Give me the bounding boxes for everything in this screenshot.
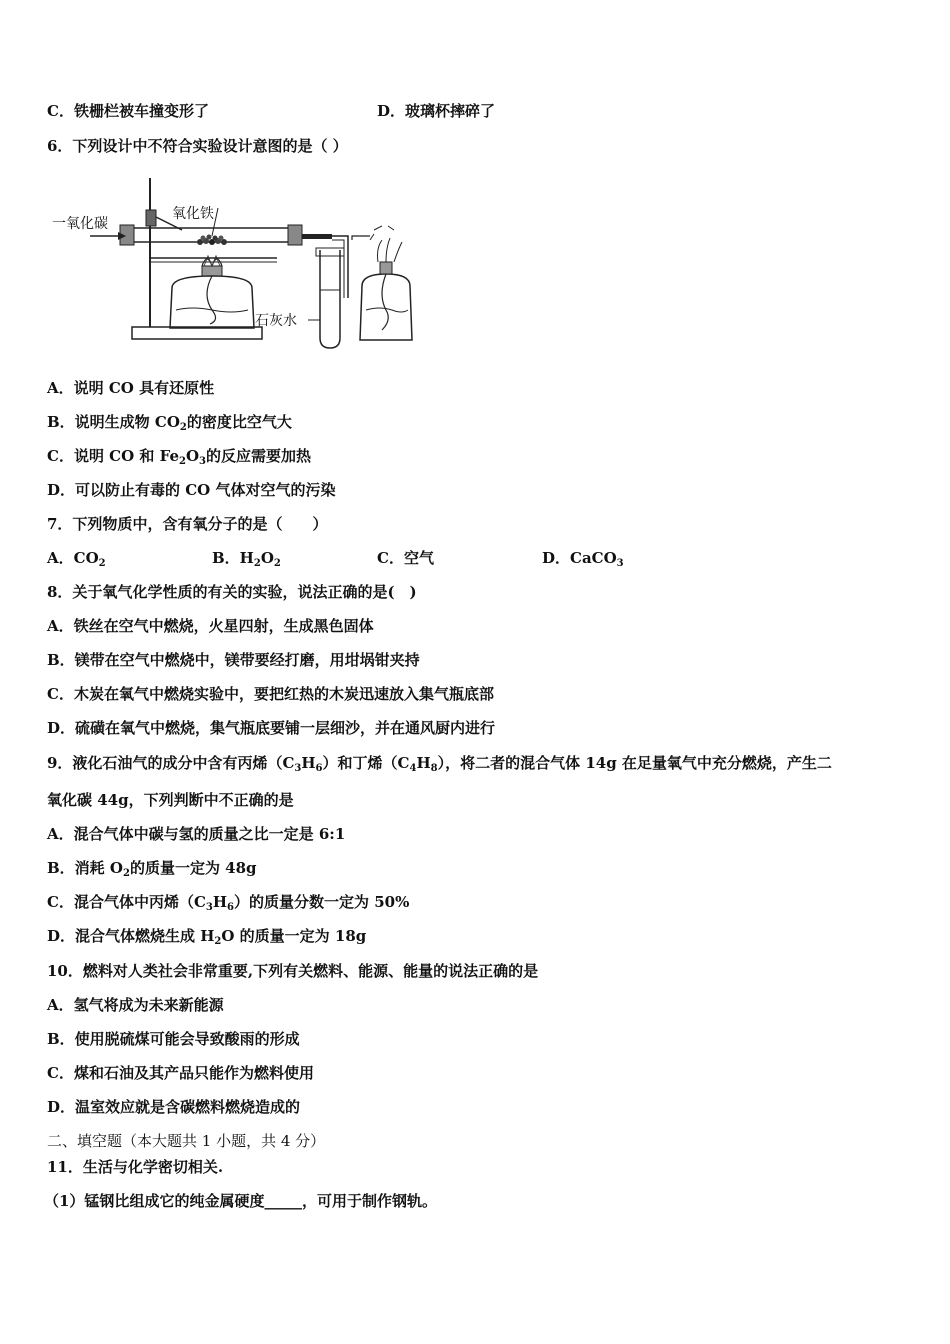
q7-option-d: D．CaCO$_3$ xyxy=(542,549,624,569)
q6-option-a: A．说明 CO 具有还原性 xyxy=(47,379,215,397)
q5-option-d: D．玻璃杯摔碎了 xyxy=(377,102,496,120)
label-carbon-monoxide: 一氧化碳 xyxy=(52,216,108,232)
q9-option-a: A．混合气体中碳与氢的质量之比一定是 6:1 xyxy=(47,825,346,843)
q6-stem: 6．下列设计中不符合实验设计意图的是（ ） xyxy=(47,137,348,155)
q9-option-d: D．混合气体燃烧生成 $H_2O$ 的质量一定为 18g xyxy=(47,927,367,947)
test-tube xyxy=(320,250,340,348)
q5-option-c: C．铁栅栏被车撞变形了 xyxy=(47,102,209,120)
q9-option-b: B．消耗 $O_2$的质量一定为 48g xyxy=(47,859,257,879)
q7-option-c: C．空气 xyxy=(377,549,434,567)
q7-option-a: A．$CO_2$ xyxy=(47,549,106,569)
q10-option-a: A．氢气将成为未来新能源 xyxy=(47,996,224,1014)
label-iron-oxide: 氧化铁 xyxy=(172,206,214,222)
q9-stem-line1: 9．液化石油气的成分中含有丙烯$(C_3H_6)$和丁烯$(C_4H_8)$，将二者的混合气体 14g 在足量氧气中充分燃烧，产生二 xyxy=(47,754,832,774)
q7-stem: 7．下列物质中，含有氧分子的是（ ） xyxy=(47,515,328,533)
q9-option-c: C．混合气体中丙烯$(C_3H_6)$的质量分数一定为 50% xyxy=(47,893,410,913)
q6-apparatus-figure xyxy=(52,170,422,355)
q10-option-d: D．温室效应就是含碳燃料燃烧造成的 xyxy=(47,1098,301,1116)
q11-sub-question-1: （1）锰钢比组成它的纯金属硬度_____，可用于制作钢轨。 xyxy=(44,1192,437,1210)
q7-option-b: B．$H_2O_2$ xyxy=(212,549,281,569)
q11-stem: 11．生活与化学密切相关. xyxy=(47,1158,224,1176)
q6-option-c: C．说明 CO 和 $Fe_2O_3$的反应需要加热 xyxy=(47,447,312,467)
q8-option-a: A．铁丝在空气中燃烧，火星四射，生成黑色固体 xyxy=(47,617,374,635)
stopper-right xyxy=(288,225,302,245)
q6-option-d: D．可以防止有毒的 CO 气体对空气的污染 xyxy=(47,481,336,499)
q6-option-b: B．说明生成物 $CO_2$的密度比空气大 xyxy=(47,413,292,433)
q8-option-c: C．木炭在氧气中燃烧实验中，要把红热的木炭迅速放入集气瓶底部 xyxy=(47,685,494,703)
q8-option-d: D．硫磺在氧气中燃烧，集气瓶底要铺一层细沙，并在通风厨内进行 xyxy=(47,719,496,737)
q10-stem: 10．燃料对人类社会非常重要,下列有关燃料、能源、能量的说法正确的是 xyxy=(47,962,539,980)
q8-stem: 8．关于氧气化学性质的有关的实验，说法正确的是( ) xyxy=(47,583,417,601)
stand-base xyxy=(132,327,262,339)
q10-option-c: C．煤和石油及其产品只能作为燃料使用 xyxy=(47,1064,314,1082)
q8-option-b: B．镁带在空气中燃烧中，镁带要经打磨，用坩埚钳夹持 xyxy=(47,651,420,669)
alcohol-lamp-left xyxy=(170,276,254,328)
q10-option-b: B．使用脱硫煤可能会导致酸雨的形成 xyxy=(47,1030,300,1048)
alcohol-lamp-right xyxy=(360,274,412,340)
section-heading-fill-in: 二、填空题（本大题共 1 小题，共 4 分） xyxy=(47,1132,326,1150)
q9-stem-line2: 氧化碳 44g，下列判断中不正确的是 xyxy=(47,791,294,809)
iron-oxide-sample xyxy=(197,235,227,246)
label-limewater: 石灰水 xyxy=(255,313,297,329)
